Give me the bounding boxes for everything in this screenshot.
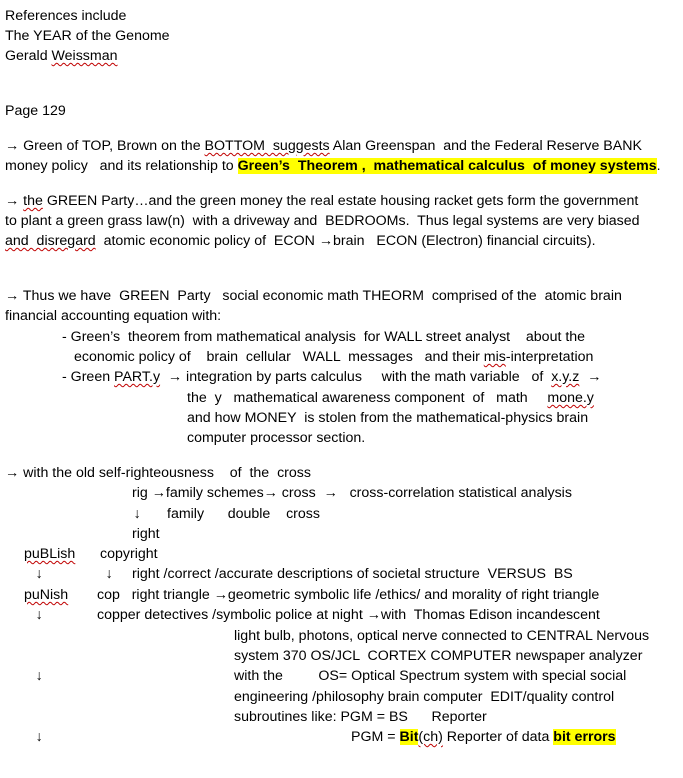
p2-text-a: → bbox=[5, 193, 24, 209]
p4-l11-arrow bbox=[31, 666, 47, 686]
down-arrow-icon: ↓ bbox=[35, 566, 43, 582]
p3-line-7: and how MONEY is stolen from the mathematical-physics brain bbox=[187, 410, 589, 426]
p4-l14-sq: (ch) bbox=[418, 729, 443, 745]
bit-highlight: Bit bbox=[399, 729, 419, 745]
p4-l14-a: PGM = bbox=[351, 729, 400, 745]
p4-l6-arrow-2 bbox=[101, 564, 117, 584]
publish-word: puBLish bbox=[24, 546, 76, 562]
p2-line-3 bbox=[5, 231, 596, 251]
p4-line-11: with the OS= Optical Spectrum system with special social bbox=[234, 668, 627, 684]
p2-line-2: to plant a green grass law(n) with a driveway and BEDROOMs. Thus legal systems are very biased bbox=[5, 213, 640, 229]
p3-line-5 bbox=[62, 367, 601, 387]
p3-l5-b: → integration by parts calculus with the math variable of bbox=[160, 369, 552, 385]
p2-text-c: GREEN Party…and the green money the real estate housing racket gets form the government bbox=[42, 193, 639, 209]
p3-line-1: → Thus we have GREEN Party social economic math THEORM comprised of the atomic brain bbox=[5, 288, 622, 304]
p4-punish bbox=[24, 585, 68, 605]
p3-l4-text: economic policy of brain cellular WALL messages and their bbox=[74, 349, 484, 365]
p4-line-14 bbox=[351, 727, 616, 747]
p1-line-1 bbox=[5, 136, 642, 156]
header-line-1: References include bbox=[5, 8, 127, 24]
p1-text-a: → Green of TOP, Brown on the bbox=[5, 138, 205, 154]
header-author bbox=[5, 46, 118, 66]
page-label: Page 129 bbox=[5, 103, 66, 119]
p4-l3-arrow bbox=[129, 504, 145, 524]
p4-line-8: copper detectives /symbolic police at night →with Thomas Edison incandescent bbox=[97, 607, 600, 623]
p1-line-2 bbox=[5, 156, 661, 176]
p4-l6-arrow-1 bbox=[31, 564, 47, 584]
p2-text-e: and disregard bbox=[5, 233, 96, 249]
p2-text-f: atomic economic policy of ECON →brain ECON (Electron) financial circuits). bbox=[95, 233, 596, 249]
p3-l5-c: → bbox=[579, 369, 602, 385]
p4-line-13: subroutines like: PGM = BS Reporter bbox=[234, 709, 487, 725]
author-last: Weissman bbox=[51, 48, 118, 64]
p4-l8-arrow bbox=[31, 605, 47, 625]
down-arrow-icon: ↓ bbox=[133, 506, 141, 522]
down-arrow-icon: ↓ bbox=[35, 607, 43, 623]
p4-line-9: light bulb, photons, optical nerve connected to CENTRAL Nervous bbox=[234, 628, 650, 644]
p2-text-b: the bbox=[23, 193, 43, 209]
p1-text-d: money policy and its relationship to bbox=[5, 158, 238, 174]
p3-l6-sq: mone.y bbox=[547, 390, 594, 406]
p1-text-f: . bbox=[656, 158, 661, 174]
p4-line-3: family double cross bbox=[167, 506, 320, 522]
p4-line-4: right bbox=[132, 526, 160, 542]
p3-line-6 bbox=[187, 388, 594, 408]
p3-l6-a: the y mathematical awareness component of math bbox=[187, 390, 548, 406]
p4-publish bbox=[24, 544, 75, 564]
down-arrow-icon: ↓ bbox=[35, 729, 43, 745]
p3-l5-sq2: x.y.z bbox=[551, 369, 580, 385]
p4-l14-arrow bbox=[31, 727, 47, 747]
p4-line-12: engineering /philosophy brain computer EDIT/quality control bbox=[234, 689, 615, 705]
p4-line-7: cop right triangle →geometric symbolic life /ethics/ and morality of right triangle bbox=[97, 587, 600, 603]
p3-l4-sq: mis bbox=[483, 349, 506, 365]
p3-l5-a: - Green bbox=[62, 369, 115, 385]
p1-text-c: Alan Greenspan and the Federal Reserve BANK bbox=[329, 138, 642, 154]
p3-line-4 bbox=[74, 347, 593, 367]
p4-line-2: rig →family schemes→ cross → cross-correlation statistical analysis bbox=[132, 485, 572, 501]
p3-line-2: financial accounting equation with: bbox=[5, 308, 222, 324]
p3-line-3: - Green’s theorem from mathematical analysis for WALL street analyst about the bbox=[62, 329, 586, 345]
p4-line-1: → with the old self-righteousness of the cross bbox=[5, 465, 311, 481]
p1-highlight: Green’s Theorem , mathematical calculus of money systems bbox=[237, 158, 657, 174]
p3-line-8: computer processor section. bbox=[187, 430, 366, 446]
punish-word: puNish bbox=[24, 587, 69, 603]
header-line-2: The YEAR of the Genome bbox=[5, 28, 170, 44]
down-arrow-icon: ↓ bbox=[105, 566, 113, 582]
p2-line-1 bbox=[5, 191, 638, 211]
p4-line-6: right /correct /accurate descriptions of societal structure VERSUS BS bbox=[132, 566, 573, 582]
p4-l14-b: Reporter of data bbox=[442, 729, 554, 745]
p1-text-b: BOTTOM suggests bbox=[204, 138, 330, 154]
p3-l4-end: -interpretation bbox=[505, 349, 594, 365]
bit-errors-highlight: bit errors bbox=[553, 729, 616, 745]
p4-copyright: copyright bbox=[100, 546, 158, 562]
p4-line-10: system 370 OS/JCL CORTEX COMPUTER newspaper analyzer bbox=[234, 648, 643, 664]
p3-l5-sq: PART.y bbox=[114, 369, 161, 385]
down-arrow-icon: ↓ bbox=[35, 668, 43, 684]
author-first: Gerald bbox=[5, 48, 52, 64]
